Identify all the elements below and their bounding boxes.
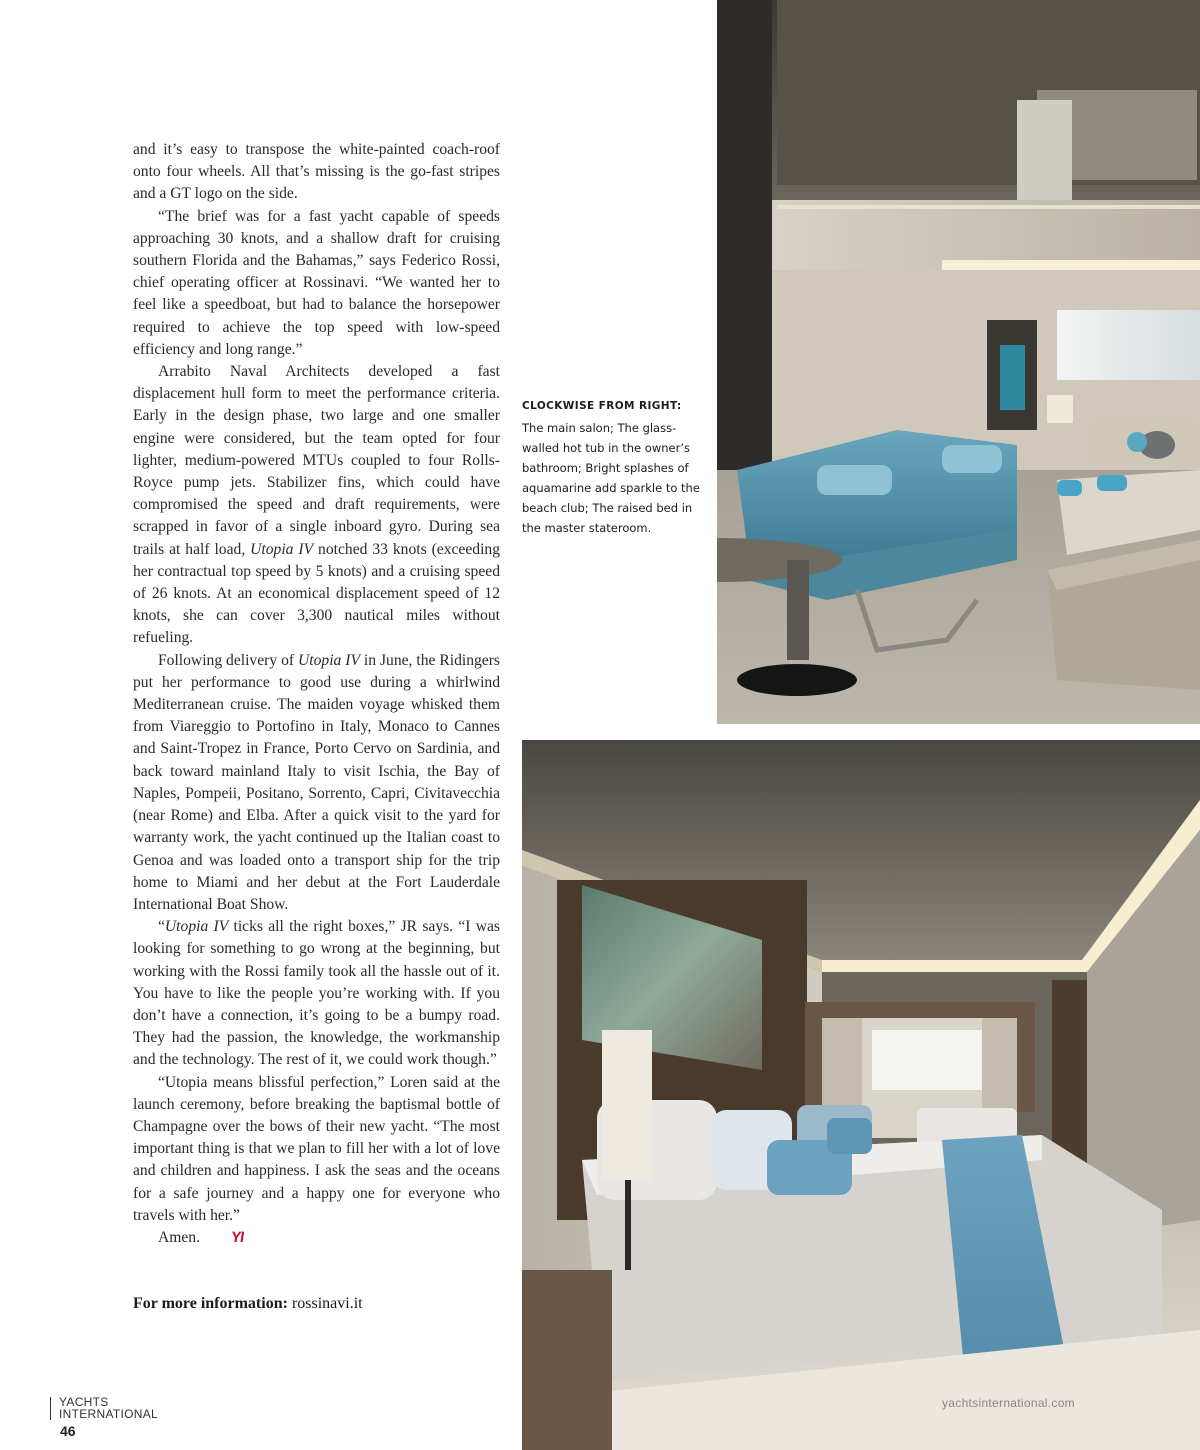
magazine-name-line1: YACHTS: [59, 1395, 109, 1409]
caption-title: CLOCKWISE FROM RIGHT:: [522, 400, 682, 412]
paragraph-text: in June, the Ridingers put her performance to good use during a whirlwind Mediterranean cruise. The maiden voyage whisked them from Viareggio to Portofino in Italy, Monaco to Cannes and Saint-Tropez in France, Porto Cervo on Sardinia, and back toward mainland Italy to visit Ischia, the Bay of Naples, Pompeii, Positano, Sorrento, Capri, Civitavecchia (near Rome) and Elba. After a quick visit to the yard for warranty work, the yacht continued up the Italian coast to Genoa and was loaded onto a transport ship for the trip home to Miami and her debut at the Fort Lauderdale International Boat Show.: [133, 651, 500, 913]
page-number: 46: [60, 1423, 76, 1439]
magazine-footer-logo: [50, 1397, 158, 1420]
main-salon-photo: [717, 0, 1200, 724]
photo-caption: [522, 396, 702, 538]
more-information-line: [133, 1295, 363, 1313]
closing-word: Amen.: [158, 1228, 201, 1246]
master-stateroom-photo: [522, 740, 1200, 1450]
caption-text: The main salon; The glass-walled hot tub in the owner’s bathroom; Bright splashes of aquamarine add sparkle to the beach club; The raised bed in the master stateroom.: [522, 421, 700, 535]
yi-end-mark-logo: YI: [229, 1228, 245, 1246]
more-info-link[interactable]: rossinavi.it: [287, 1295, 363, 1312]
yacht-name: Utopia IV: [250, 540, 314, 558]
open-quote: “: [158, 918, 165, 936]
article-paragraph: [133, 361, 500, 650]
article-paragraph: [133, 916, 500, 1071]
yacht-name: Utopia IV: [298, 651, 360, 669]
article-paragraph: [133, 1227, 500, 1249]
article-paragraph: and it’s easy to transpose the white-painted coach-roof onto four wheels. All that’s missing is the go-fast stripes and a GT logo on the side.: [133, 141, 500, 203]
paragraph-text: Arrabito Naval Architects developed a fast displacement hull form to meet the performance criteria. Early in the design phase, two large and one smaller engine were considered, but the team opted for four lighter, medium-powered MTUs coupled to four Rolls-Royce pump jets. Stabilizer fins, which could have compromised the speed and draft requirements, were scrapped in favor of a single inboard gyro. During sea trails at half load,: [133, 363, 500, 558]
article-body: [133, 139, 500, 1249]
paragraph-text: Following delivery of: [158, 651, 298, 669]
paragraph-text: notched 33 knots (exceeding her contractual top speed by 5 knots) and a cruising speed of 26 knots. At an economical displacement speed of 12 knots, she can cover 3,300 nautical miles without refueling.: [133, 540, 500, 647]
yacht-name: Utopia IV: [164, 918, 229, 936]
paragraph-text: ticks all the right boxes,” JR says. “I was looking for something to go wrong at the beginning, but working with the Rossi family took all the hassle out of it. You have to like the people you’re working with. If you don’t have a connection, it’s going to be a bumpy road. They had the passion, the knowledge, the workmanship and the technology. The rest of it, we could work though.”: [133, 918, 500, 1069]
article-paragraph: [133, 650, 500, 916]
article-paragraph: “The brief was for a fast yacht capable of speeds approaching 30 knots, and a shallow draft for cruising southern Florida and the Bahamas,” says Federico Rossi, chief operating officer at Rossinavi. “We wanted her to feel like a speedboat, but had to balance the horsepower required to achieve the top speed with low-speed efficiency and long range.”: [133, 207, 500, 358]
magazine-name-line2: INTERNATIONAL: [59, 1407, 159, 1421]
article-paragraph: “Utopia means blissful perfection,” Loren said at the launch ceremony, before breaking the baptismal bottle of Champagne over the bows of their new yacht. “The most important thing is that we plan to fill her with a lot of love and children and happiness. I ask the seas and the oceans for a safe journey and a happy one for everyone who travels with her.”: [133, 1073, 500, 1224]
website-url[interactable]: yachtsinternational.com: [942, 1396, 1075, 1410]
more-info-label: For more information:: [133, 1295, 288, 1312]
